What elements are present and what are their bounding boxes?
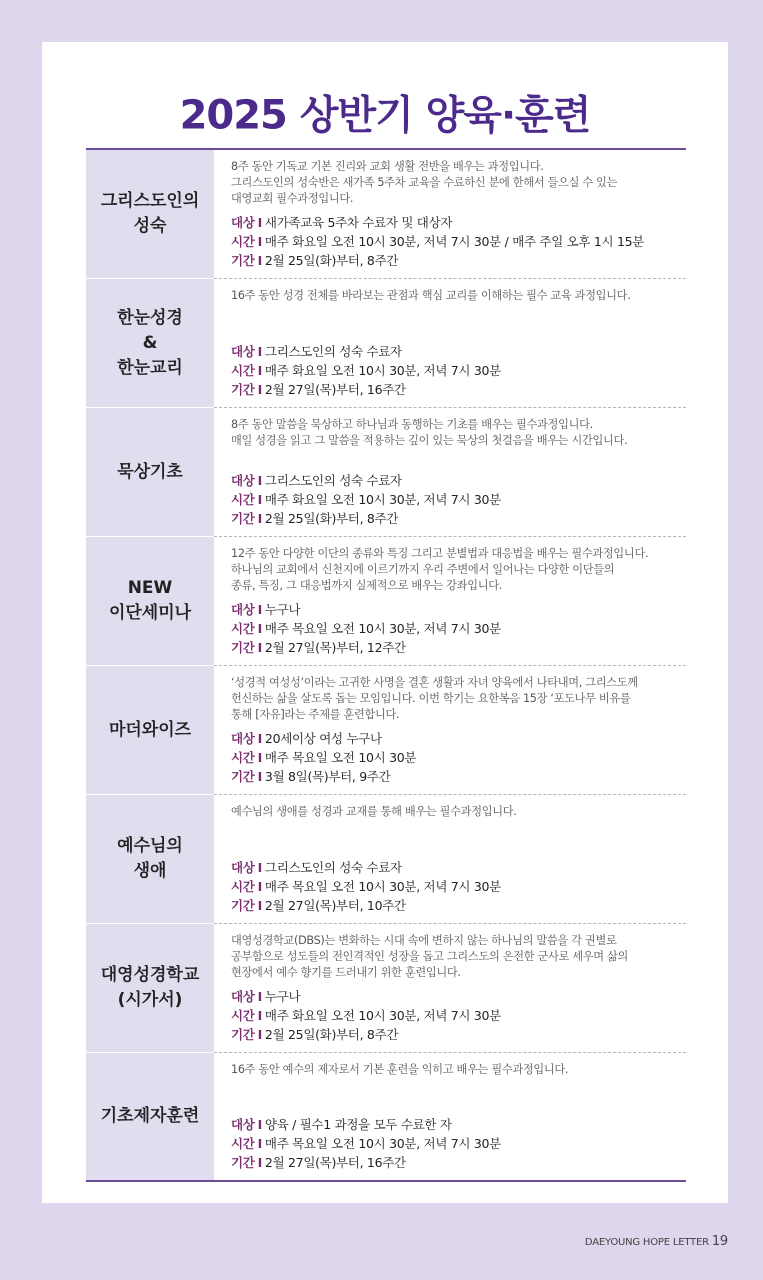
course-body — [214, 795, 686, 923]
period-label: 기간 — [231, 769, 255, 784]
course-time: 매주 목요일 오전 10시 30분, 저녁 7시 30분 — [264, 621, 501, 636]
time-label: 시간 — [231, 1008, 255, 1023]
course-target: 그리스도인의 성숙 수료자 — [264, 344, 402, 359]
course-details: 대상 I 그리스도인의 성숙 수료자 시간 I 매주 목요일 오전 10시 30분, 저녁 7시 30분 기간 I 2월 27일(목)부터, 10주간 — [231, 860, 501, 913]
course-time: 매주 화요일 오전 10시 30분, 저녁 7시 30분 — [264, 492, 501, 507]
course-row — [86, 1053, 686, 1180]
period-label: 기간 — [231, 640, 255, 655]
target-label: 대상 — [231, 989, 255, 1004]
time-label: 시간 — [231, 621, 255, 636]
course-target: 누구나 — [264, 602, 301, 617]
course-description: ‘성경적 여성성’이라는 고귀한 사명을 결혼 생활과 자녀 양육에서 나타내며, 그리스도께 헌신하는 삶을 살도록 돕는 모임입니다. 이번 학기는 요한복음 15장 ‘포도나무 비유를 통해 [자유]라는 주제를 훈련합니다. — [231, 676, 638, 721]
course-target: 20세이상 여성 누구나 — [264, 731, 382, 746]
course-details: 대상 I 누구나 시간 I 매주 목요일 오전 10시 30분, 저녁 7시 30분 기간 I 2월 27일(목)부터, 12주간 — [231, 602, 501, 655]
period-label: 기간 — [231, 1027, 255, 1042]
course-row — [86, 408, 686, 536]
target-label: 대상 — [231, 215, 255, 230]
course-row — [86, 279, 686, 407]
course-period: 2월 25일(화)부터, 8주간 — [264, 511, 399, 526]
course-name: 그리스도인의 성숙 — [86, 150, 214, 278]
course-period: 2월 27일(목)부터, 16주간 — [264, 1155, 406, 1170]
course-period: 2월 27일(목)부터, 10주간 — [264, 898, 406, 913]
course-target: 새가족교육 5주차 수료자 및 대상자 — [264, 215, 453, 230]
content-card — [42, 42, 728, 1203]
period-label: 기간 — [231, 253, 255, 268]
period-label: 기간 — [231, 898, 255, 913]
target-label: 대상 — [231, 731, 255, 746]
target-label: 대상 — [231, 473, 255, 488]
course-name: 한눈성경 & 한눈교리 — [86, 279, 214, 407]
course-details: 대상 I 그리스도인의 성숙 수료자 시간 I 매주 화요일 오전 10시 30분, 저녁 7시 30분 기간 I 2월 27일(목)부터, 16주간 — [231, 344, 501, 397]
course-name: 기초제자훈련 — [86, 1053, 214, 1180]
course-description: 대영성경학교(DBS)는 변화하는 시대 속에 변하지 않는 하나님의 말씀을 각 권별로 공부함으로 성도들의 전인격적인 성장을 돕고 그리스도의 온전한 군사로 세우며 삶의 현장에서 예수 향기를 드러내기 위한 훈련입니다. — [231, 934, 629, 979]
course-target: 양육 / 필수1 과정을 모두 수료한 자 — [264, 1117, 452, 1132]
course-table — [86, 148, 686, 1182]
course-row — [86, 537, 686, 665]
page-title: 2025 상반기 양육·훈련 — [179, 92, 591, 139]
course-row — [86, 150, 686, 278]
course-period: 3월 8일(목)부터, 9주간 — [264, 769, 391, 784]
course-name: 묵상기초 — [86, 408, 214, 536]
page-number: 19 — [711, 1234, 728, 1249]
course-body — [214, 924, 686, 1052]
course-time: 매주 목요일 오전 10시 30분, 저녁 7시 30분 — [264, 1136, 501, 1151]
target-label: 대상 — [231, 344, 255, 359]
course-body — [214, 408, 686, 536]
course-details: 대상 I 양육 / 필수1 과정을 모두 수료한 자 시간 I 매주 목요일 오전 10시 30분, 저녁 7시 30분 기간 I 2월 27일(목)부터, 16주간 — [231, 1117, 501, 1170]
period-label: 기간 — [231, 1155, 255, 1170]
time-label: 시간 — [231, 750, 255, 765]
period-label: 기간 — [231, 382, 255, 397]
course-row — [86, 666, 686, 794]
course-name: 대영성경학교 (시가서) — [86, 924, 214, 1052]
target-label: 대상 — [231, 1117, 255, 1132]
target-label: 대상 — [231, 860, 255, 875]
course-name: 마더와이즈 — [86, 666, 214, 794]
time-label: 시간 — [231, 1136, 255, 1151]
time-label: 시간 — [231, 879, 255, 894]
course-description: 8주 동안 기독교 기본 진리와 교회 생활 전반을 배우는 과정입니다. 그리스도인의 성숙반은 새가족 5주차 교육을 수료하신 분에 한해서 들으실 수 있는 대영교회 필수과정입니다. — [231, 160, 618, 205]
course-body — [214, 150, 686, 278]
course-body — [214, 1053, 686, 1180]
course-body — [214, 666, 686, 794]
course-target: 그리스도인의 성숙 수료자 — [264, 860, 402, 875]
course-time: 매주 화요일 오전 10시 30분, 저녁 7시 30분 / 매주 주일 오후 1시 15분 — [264, 234, 645, 249]
page-footer — [585, 1234, 728, 1249]
course-target: 누구나 — [264, 989, 301, 1004]
course-description: 16주 동안 예수의 제자로서 기본 훈련을 익히고 배우는 필수과정입니다. — [231, 1063, 569, 1076]
course-period: 2월 27일(목)부터, 12주간 — [264, 640, 406, 655]
course-period: 2월 27일(목)부터, 16주간 — [264, 382, 406, 397]
course-details: 대상 I 누구나 시간 I 매주 화요일 오전 10시 30분, 저녁 7시 30분 기간 I 2월 25일(화)부터, 8주간 — [231, 989, 501, 1042]
period-label: 기간 — [231, 511, 255, 526]
course-details: 대상 I 20세이상 여성 누구나 시간 I 매주 목요일 오전 10시 30분 기간 I 3월 8일(목)부터, 9주간 — [231, 731, 417, 784]
course-description: 8주 동안 말씀을 묵상하고 하나님과 동행하는 기초를 배우는 필수과정입니다. 매일 성경을 읽고 그 말씀을 적용하는 깊이 있는 묵상의 첫걸음을 배우는 시간입니다. — [231, 418, 628, 447]
footer-text: DAEYOUNG HOPE LETTER — [584, 1237, 709, 1248]
course-details: 대상 I 새가족교육 5주차 수료자 및 대상자 시간 I 매주 화요일 오전 10시 30분, 저녁 7시 30분 / 매주 주일 오후 1시 15분 기간 I 2월 25일(화)부터, 8주간 — [231, 215, 645, 268]
course-details: 대상 I 그리스도인의 성숙 수료자 시간 I 매주 화요일 오전 10시 30분, 저녁 7시 30분 기간 I 2월 25일(화)부터, 8주간 — [231, 473, 501, 526]
course-body — [214, 537, 686, 665]
course-time: 매주 화요일 오전 10시 30분, 저녁 7시 30분 — [264, 363, 501, 378]
course-row — [86, 924, 686, 1052]
course-description: 예수님의 생애를 성경과 교재를 통해 배우는 필수과정입니다. — [231, 805, 517, 818]
course-target: 그리스도인의 성숙 수료자 — [264, 473, 402, 488]
course-row — [86, 795, 686, 923]
course-period: 2월 25일(화)부터, 8주간 — [264, 253, 399, 268]
course-description: 16주 동안 성경 전체를 바라보는 관점과 핵심 교리를 이해하는 필수 교육 과정입니다. — [231, 289, 631, 302]
course-time: 매주 화요일 오전 10시 30분, 저녁 7시 30분 — [264, 1008, 501, 1023]
time-label: 시간 — [231, 363, 255, 378]
course-name: NEW 이단세미나 — [86, 537, 214, 665]
course-description: 12주 동안 다양한 이단의 종류와 특징 그리고 분별법과 대응법을 배우는 필수과정입니다. 하나님의 교회에서 신천지에 이르기까지 우리 주변에서 일어나는 다양한 이단들의 종류, 특징, 그 대응법까지 실제적으로 배우는 강좌입니다. — [231, 547, 649, 592]
course-name: 예수님의 생애 — [86, 795, 214, 923]
time-label: 시간 — [231, 234, 255, 249]
time-label: 시간 — [231, 492, 255, 507]
course-time: 매주 목요일 오전 10시 30분, 저녁 7시 30분 — [264, 879, 501, 894]
course-body — [214, 279, 686, 407]
course-time: 매주 목요일 오전 10시 30분 — [264, 750, 417, 765]
target-label: 대상 — [231, 602, 255, 617]
course-period: 2월 25일(화)부터, 8주간 — [264, 1027, 399, 1042]
